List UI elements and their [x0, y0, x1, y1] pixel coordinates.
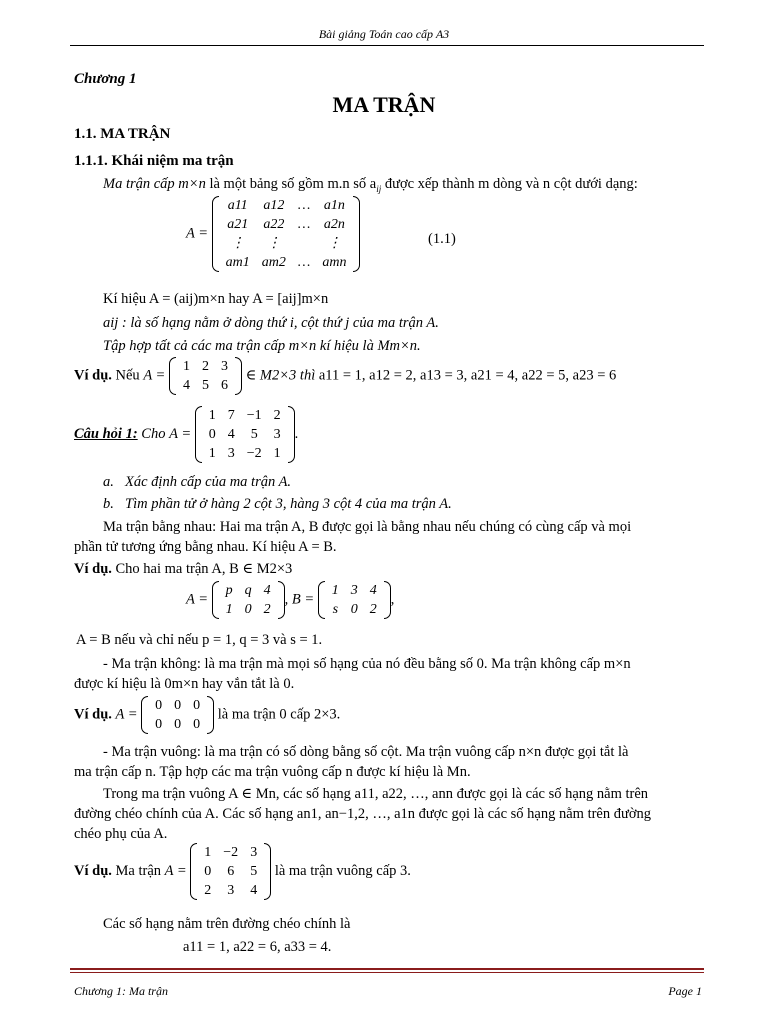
definition-line: Ma trận cấp m×n là một bảng số gồm m.n số $a_{ij}$ được xếp thành m dòng và n cột dưới dạng:: [103, 176, 638, 194]
header-rule: [70, 45, 704, 46]
question-item-b: b. Tìm phần tử ở hàng 2 cột 3, hàng 3 cột 4 của ma trận A.: [103, 496, 452, 512]
example-2-intro: Ví dụ. Cho hai ma trận A, B ∈ M2×3: [74, 561, 293, 577]
example-2-matrices: A = p q 4 1 0 2 , B = 1 3 4 s 0 2 ,: [186, 583, 395, 617]
footer-chapter: Chương 1: Ma trận: [74, 984, 168, 998]
matrix-a-example-2: p q 4 1 0 2: [212, 581, 285, 619]
notation-line: Kí hiệu A = (aij)m×n hay A = [aij]m×n: [103, 291, 329, 307]
square-matrix-def-line2: ma trận cấp n. Tập hợp các ma trận vuông cấp n được kí hiệu là Mn.: [74, 764, 471, 780]
main-diagonal-line: Các số hạng nằm trên đường chéo chính là: [103, 916, 351, 932]
zero-matrix-def-line2: được kí hiệu là 0m×n hay vắn tắt là 0.: [74, 676, 295, 692]
example-2-conclusion: A = B nếu và chỉ nếu p = 1, q = 3 và s = 1.: [76, 632, 323, 648]
zero-matrix-def-line1: - Ma trận không: là ma trận mà mọi số hạng của nó đều bằng số 0. Ma trận không cấp m×n: [103, 656, 631, 672]
matrix-equation-1-1: A = a11 a12 … a1n a21 a22 … a2n ⋮ ⋮ ⋮ am1 am2 … amn: [186, 196, 360, 272]
equal-matrix-def-line1: Ma trận bằng nhau: Hai ma trận A, B được gọi là bằng nhau nếu chúng có cùng cấp và mọi: [103, 519, 632, 535]
square-matrix-def-line1: - Ma trận vuông: là ma trận có số dòng bằng số cột. Ma trận vuông cấp n×n được gọi tắt là: [103, 744, 629, 760]
question-matrix-3x4: 1 7 −1 2 0 4 5 3 1 3 −2 1: [195, 406, 295, 463]
general-matrix: a11 a12 … a1n a21 a22 … a2n ⋮ ⋮ ⋮ am1 am2 … amn: [212, 196, 361, 272]
element-description: aij : là số hạng nằm ở dòng thứ i, cột thứ j của ma trận A.: [103, 315, 439, 331]
footer-rule: [70, 968, 704, 970]
example-4: Ví dụ. Ma trận A = 1 −2 3 0 6 5 2 3 4 là ma trận vuông cấp 3.: [74, 845, 411, 898]
example-1: Ví dụ. Nếu A = 1 2 3 4 5 6 ∈ M2×3 thì a11 = 1, a12 = 2, a13 = 3, a21 = 4, a22 = 5, a23 = 6: [74, 359, 617, 393]
subsection-heading: 1.1.1. Khái niệm ma trận: [74, 153, 234, 169]
question-item-a: a. Xác định cấp của ma trận A.: [103, 474, 292, 490]
page-number: Page 1: [668, 984, 702, 998]
diagonal-def-line1: Trong ma trận vuông A ∈ Mn, các số hạng a11, a22, …, ann được gọi là các số hạng nằm trên: [103, 786, 649, 802]
page-header: Bài giảng Toán cao cấp A3: [318, 27, 450, 41]
diagonal-def-line2: đường chéo chính của A. Các số hạng an1, an−1,2, …, a1n được gọi là các số hạng nằm trên đường: [74, 806, 652, 822]
diagonal-def-line3: chéo phụ của A.: [74, 826, 168, 842]
set-notation: Tập hợp tất cả các ma trận cấp m×n kí hiệu là Mm×n.: [103, 338, 421, 354]
matrix-b-example-2: 1 3 4 s 0 2: [318, 581, 391, 619]
equal-matrix-def-line2: phần tử tương ứng bằng nhau. Kí hiệu A = B.: [74, 539, 337, 555]
section-heading: 1.1. MA TRẬN: [74, 126, 171, 142]
question-1: Câu hỏi 1: Cho A = 1 7 −1 2 0 4 5 3 1 3 −2 1 .: [74, 408, 299, 461]
equation-number: (1.1): [428, 231, 456, 247]
main-diagonal-values: a11 = 1, a22 = 6, a33 = 4.: [183, 939, 332, 955]
example-matrix-2x3: 1 2 3 4 5 6: [169, 357, 242, 395]
footer-rule-thin: [70, 972, 704, 973]
page-title: MA TRẬN: [332, 92, 436, 117]
example-3: Ví dụ. A = 0 0 0 0 0 0 là ma trận 0 cấp 2×3.: [74, 698, 341, 732]
square-matrix-3x3: 1 −2 3 0 6 5 2 3 4: [190, 843, 271, 900]
chapter-label: Chương 1: [74, 71, 137, 87]
zero-matrix: 0 0 0 0 0 0: [141, 696, 214, 734]
